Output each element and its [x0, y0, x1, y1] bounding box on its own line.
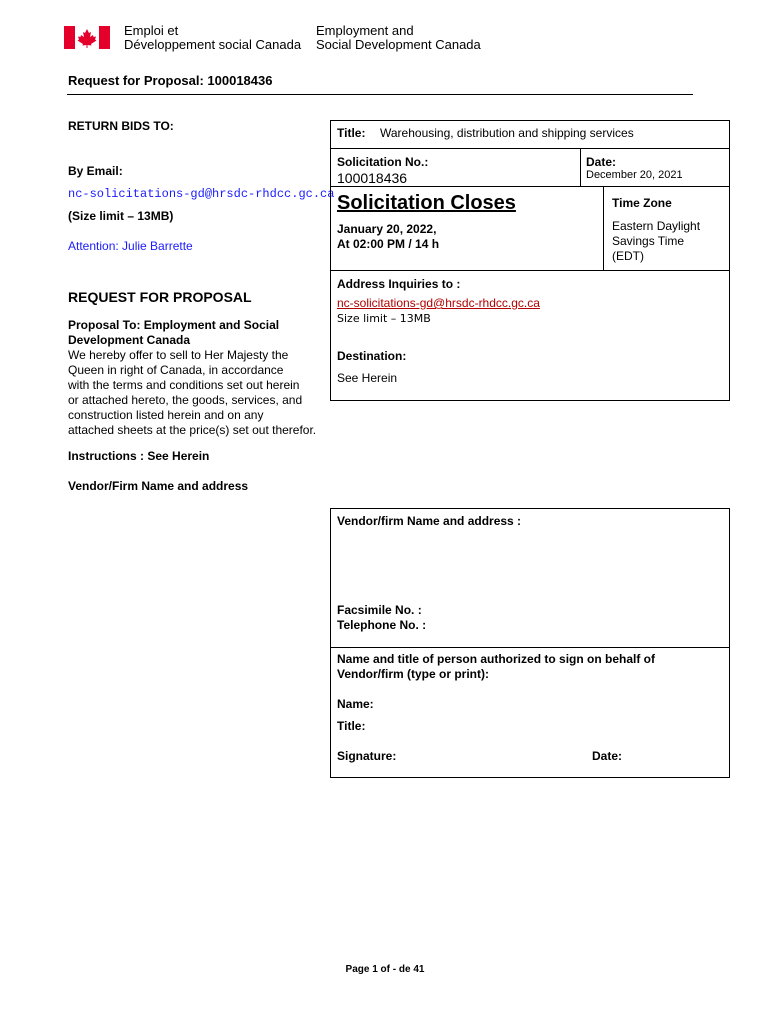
- closing-datetime: January 20, 2022, At 02:00 PM / 14 h: [337, 222, 440, 251]
- telephone-label: Telephone No. :: [337, 618, 427, 632]
- canada-flag-logo: [64, 26, 110, 49]
- signature-field-label: Signature:: [337, 749, 397, 763]
- time-zone-value: Eastern Daylight Savings Time (EDT): [612, 219, 701, 263]
- solicitation-number-label: Solicitation No.:: [337, 155, 429, 169]
- title-divider: [67, 94, 693, 95]
- divider: [330, 270, 730, 271]
- attention-contact: Attention: Julie Barrette: [68, 239, 193, 253]
- vendor-info-box: [330, 508, 730, 778]
- vendor-name-address-label: Vendor/firm Name and address :: [337, 514, 522, 528]
- department-name-english: Employment and Social Development Canada: [316, 23, 481, 52]
- date-label: Date:: [586, 155, 617, 169]
- body-line: We hereby offer to sell to Her Majesty the: [68, 348, 289, 362]
- destination-value: See Herein: [337, 371, 398, 385]
- facsimile-label: Facsimile No. :: [337, 603, 422, 617]
- authorized-signer-instructions: Name and title of person authorized to sign on behalf of Vendor/firm (type or print):: [337, 652, 656, 681]
- time-zone-label: Time Zone: [612, 196, 672, 210]
- rfp-heading: REQUEST FOR PROPOSAL: [68, 289, 252, 305]
- divider: [580, 148, 581, 186]
- date-value: December 20, 2021: [586, 169, 683, 181]
- proposal-to: Proposal To: Employment and Social Development Canada: [68, 318, 280, 347]
- title-field-label: Title:: [337, 719, 366, 733]
- body-line: with the terms and conditions set out herein: [68, 378, 300, 392]
- title-value: Warehousing, distribution and shipping services: [380, 126, 634, 140]
- destination-label: Destination:: [337, 349, 407, 363]
- divider: [330, 647, 730, 648]
- divider: [603, 186, 604, 270]
- title-label: Title:: [337, 126, 366, 140]
- instructions-label: Instructions : See Herein: [68, 449, 210, 463]
- address-inquiries-label: Address Inquiries to :: [337, 277, 461, 291]
- inquiries-email-link[interactable]: nc-solicitations-gd@hrsdc-rhdcc.gc.ca: [337, 296, 540, 310]
- page-number: Page 1 of - de 41: [345, 964, 425, 975]
- document-title: Request for Proposal: 100018436: [68, 73, 273, 88]
- body-line: Queen in right of Canada, in accordance: [68, 363, 284, 377]
- name-field-label: Name:: [337, 697, 374, 711]
- vendor-firm-label: Vendor/Firm Name and address: [68, 479, 249, 493]
- body-line: attached sheets at the price(s) set out therefor.: [68, 423, 317, 437]
- return-bids-label: RETURN BIDS TO:: [68, 119, 174, 133]
- date-field-label: Date:: [592, 749, 623, 763]
- return-bids-email-link[interactable]: nc-solicitations-gd@hrsdc-rhdcc.gc.ca: [68, 187, 335, 201]
- department-name-french: Emploi et Développement social Canada: [124, 23, 302, 52]
- size-limit-note: (Size limit – 13MB): [68, 209, 174, 223]
- divider: [330, 148, 730, 149]
- by-email-label: By Email:: [68, 164, 123, 178]
- solicitation-closes-heading: Solicitation Closes: [337, 192, 516, 214]
- divider: [330, 186, 730, 187]
- proposal-body: [68, 348, 316, 438]
- solicitation-number-value: 100018436: [337, 170, 408, 186]
- body-line: or attached hereto, the goods, services, and: [68, 393, 303, 407]
- inquiries-size-limit: Size limit – 13MB: [337, 312, 431, 325]
- body-line: construction listed herein and on any: [68, 408, 264, 422]
